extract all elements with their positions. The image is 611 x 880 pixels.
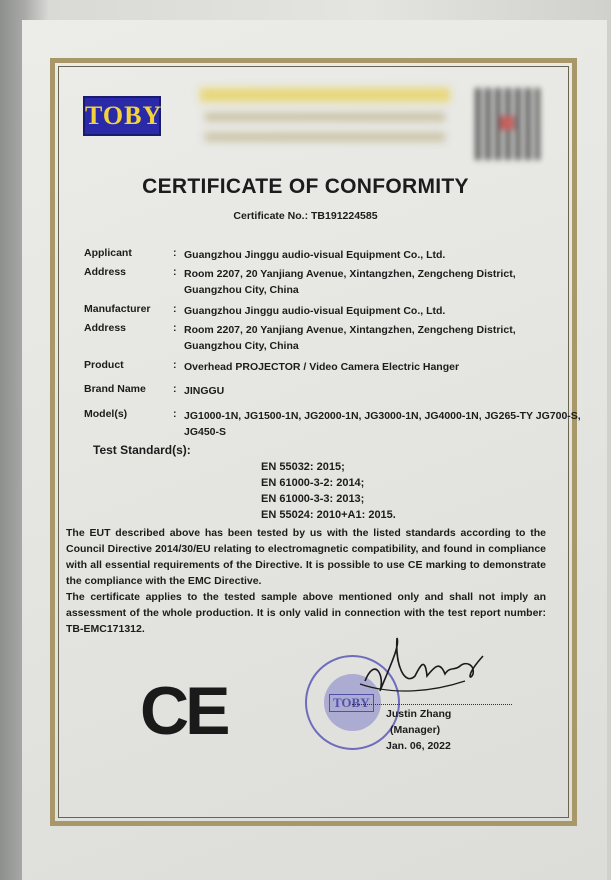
field-label: Address: [84, 322, 127, 334]
field-value: Overhead PROJECTOR / Video Camera Electric Hanger: [184, 361, 460, 373]
test-standards-label: Test Standard(s):: [93, 443, 191, 457]
separator: :: [173, 266, 177, 278]
field-value: Guangzhou Jinggu audio-visual Equipment Co., Ltd.: [184, 249, 446, 261]
field-value: Room 2207, 20 Yanjiang Avenue, Xintangzhen, Zengcheng District, Guangzhou City, China: [184, 324, 516, 352]
toby-logo: TOBY: [83, 96, 161, 136]
separator: :: [173, 383, 177, 395]
separator: :: [173, 322, 177, 334]
field-label: Manufacturer: [84, 303, 151, 315]
blurred-company-info: [205, 133, 445, 141]
separator: :: [173, 359, 177, 371]
field-value: JG1000-1N, JG1500-1N, JG2000-1N, JG3000-1N, JG4000-1N, JG265-TY JG700-S, JG450-S: [184, 410, 581, 438]
certificate-number-label: Certificate No.:: [233, 210, 309, 222]
stamp-text: TOBY: [329, 694, 374, 712]
field-value: Room 2207, 20 Yanjiang Avenue, Xintangzhen, Zengcheng District, Guangzhou City, China: [184, 268, 516, 296]
field-label: Address: [84, 266, 127, 278]
test-standard-item: EN 55024: 2010+A1: 2015.: [261, 509, 396, 521]
field-value: JINGGU: [184, 385, 225, 397]
validity-statement: The certificate applies to the tested sample above mentioned only and shall not imply an assessment of the whole production. It is only valid in connection with the test report number: TB-EMC171312.: [66, 591, 546, 635]
signature-date: Jan. 06, 2022: [386, 740, 451, 752]
test-standard-item: EN 61000-3-2: 2014;: [261, 477, 365, 489]
test-standard-item: EN 55032: 2015;: [261, 461, 345, 473]
separator: :: [173, 408, 177, 420]
blurred-company-subtitle: [205, 113, 445, 121]
separator: :: [173, 247, 177, 259]
page-title: CERTIFICATE OF CONFORMITY: [142, 175, 469, 198]
certificate-number: [0, 210, 611, 222]
field-label: Model(s): [84, 408, 128, 420]
field-label: Brand Name: [84, 383, 146, 395]
ce-mark-icon: CE: [140, 673, 227, 749]
blurred-company-name: [200, 88, 450, 102]
signer-title: (Manager): [390, 724, 441, 736]
conformity-statement: The EUT described above has been tested by us with the listed standards according to the Council Directive 2014/30/EU relating to electromagnetic compatibility, and found in compliance with all essential requirements of the Directive. It is possible to use CE marking to demonstrate the compliance with the EMC Directive.: [66, 527, 546, 587]
field-label: Product: [84, 359, 124, 371]
signer-name: Justin Zhang: [386, 708, 452, 720]
test-standard-item: EN 61000-3-3: 2013;: [261, 493, 365, 505]
field-label: Applicant: [84, 247, 132, 259]
signature: [355, 636, 495, 706]
signature-line: [352, 704, 512, 705]
field-value: Guangzhou Jinggu audio-visual Equipment Co., Ltd.: [184, 305, 446, 317]
qr-code-icon: [475, 88, 540, 160]
certificate-number-value: TB191224585: [311, 210, 378, 222]
separator: :: [173, 303, 177, 315]
